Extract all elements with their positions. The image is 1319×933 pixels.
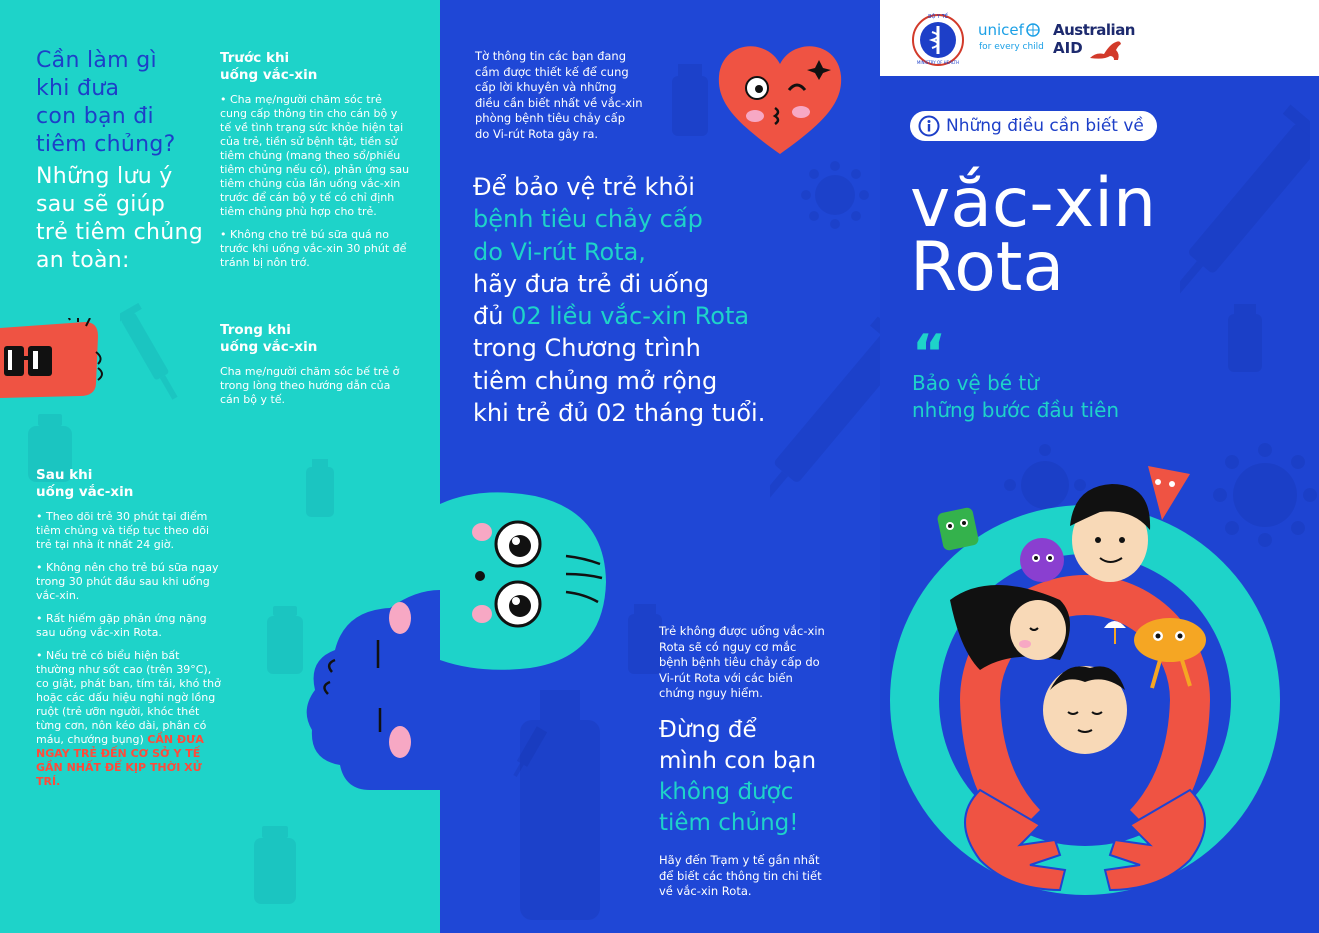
ministry-bottom-text: MINISTRY OF HEALTH <box>916 60 960 65</box>
cloud-mascot-icon <box>300 590 440 790</box>
heading-line: tiêm chủng? <box>36 132 176 157</box>
panel-cover <box>880 0 1319 933</box>
after-item: • Theo dõi trẻ 30 phút tại điểm tiêm chủng và tiếp tục theo dõi trẻ tại nhà ít nhất 24 giờ. <box>36 510 210 551</box>
unicef-tagline: for every child <box>979 42 1044 52</box>
heading-line: con bạn đi <box>36 104 154 129</box>
ministry-of-health-logo-icon <box>912 14 964 66</box>
quote-icon: “ <box>912 324 947 384</box>
intro-line: điều cần biết nhất về vắc-xin <box>475 95 643 110</box>
australian-aid-text: Australian <box>1053 21 1135 39</box>
australian-aid-text: AID <box>1053 39 1083 57</box>
risk-line: chứng nguy hiểm. <box>659 686 763 700</box>
before-title-line: uống vắc-xin <box>220 67 318 83</box>
panel-info <box>440 0 880 933</box>
heart-mascot-icon <box>715 42 845 157</box>
kangaroo-icon <box>1088 38 1124 62</box>
after-item-urgent: CẦN ĐƯA NGAY TRẺ ĐẾN CƠ SỞ Y TẾ GẦN NHẤT ĐỂ KỊP THỜI XỬ TRÍ. <box>36 733 204 788</box>
after-title-line: Sau khi <box>36 467 93 483</box>
before-title <box>220 50 317 84</box>
visit-line: Hãy đến Trạm y tế gần nhất <box>659 853 820 867</box>
intro-line: cấp lời khuyên và những <box>475 80 617 94</box>
main-line: trong Chương trình <box>473 334 701 363</box>
during-title-line: uống vắc-xin <box>220 339 318 355</box>
risk-line: Trẻ không được uống vắc-xin <box>659 624 825 638</box>
vial-icon <box>1220 300 1270 380</box>
info-icon <box>918 115 940 137</box>
visit-line: về vắc-xin Rota. <box>659 884 752 898</box>
warning-line: Đừng để <box>659 717 757 743</box>
after-title <box>36 467 133 501</box>
intro-line: phòng bệnh tiêu chảy cấp <box>475 111 625 125</box>
warning-line-highlight: tiêm chủng! <box>659 810 799 836</box>
after-list <box>36 510 221 798</box>
after-item: • Không nên cho trẻ bú sữa ngay trong 30 phút đầu sau khi uống vắc-xin. <box>36 561 219 602</box>
topic-badge-label: Những điều cần biết về <box>946 116 1144 136</box>
ministry-top-text: BỘ Y TẾ <box>928 14 948 20</box>
before-list <box>220 93 410 279</box>
heading-line: Cần làm gì <box>36 48 157 73</box>
after-item-text: • Nếu trẻ có biểu hiện bất thường như sốt cao (trên 39°C), co giật, phát ban, tím tái, khó thở hoặc các dấu hiệu nghi ngờ lồng ruột (trẻ ưỡn người, khóc thét từng cơn, nôn kéo dài, phân có máu, chướng bụng) <box>36 649 221 746</box>
heading-line: an toàn: <box>36 248 130 273</box>
quote-line: những bước đầu tiên <box>912 398 1120 422</box>
intro-text <box>475 49 685 142</box>
main-line <box>473 300 873 332</box>
risk-text <box>659 624 869 702</box>
unicef-globe-icon <box>1026 23 1040 37</box>
after-item: • Rất hiếm gặp phản ứng nặng sau uống vắc-xin Rota. <box>36 612 207 639</box>
main-line-part: đủ <box>473 302 512 331</box>
red-triangle-mascot-icon <box>1148 466 1190 520</box>
cyan-mascot-icon <box>440 492 610 672</box>
before-title-line: Trước khi <box>220 50 290 66</box>
visit-text <box>659 853 869 900</box>
main-line: tiêm chủng mở rộng <box>473 366 718 395</box>
warning-line-highlight: không được <box>659 779 794 805</box>
after-title-line: uống vắc-xin <box>36 484 134 500</box>
main-line: Để bảo vệ trẻ khỏi <box>473 173 695 201</box>
main-line-highlight: bệnh tiêu chảy cấp <box>473 205 703 234</box>
before-item: • Cha mẹ/người chăm sóc trẻ cung cấp thông tin cho cán bộ y tế về tình trạng sức khỏe hiện tại của trẻ, tiền sử bệnh tật, tiền sử tiêm chủng (mang theo sổ/phiếu tiêm chủng nếu có), phản ứng sau tiêm chủng của lần uống vắc-xin trước để cán bộ y tế có chỉ định tiêm chủng phù hợp cho trẻ. <box>220 93 410 218</box>
heading-line: khi đưa <box>36 76 120 101</box>
syringe-icon <box>500 720 560 780</box>
cover-title-line: Rota <box>910 228 1065 307</box>
unicef-logo-text: unicef <box>978 21 1024 39</box>
purple-mascot-icon <box>1020 538 1064 582</box>
heading-notes <box>36 163 216 275</box>
during-title <box>220 322 317 356</box>
risk-line: Vi-rút Rota với các biến <box>659 670 793 685</box>
warning-line: mình con bạn <box>659 748 817 774</box>
heading-question <box>36 47 216 159</box>
before-item: • Không cho trẻ bú sữa quá no trước khi uống vắc-xin 30 phút để tránh bị nôn trớ. <box>220 228 407 269</box>
intro-line: do Vi-rút Rota gây ra. <box>475 126 599 141</box>
heading-line: sau sẽ giúp <box>36 192 166 217</box>
panel-instructions <box>0 0 440 933</box>
main-line-highlight: 02 liều vắc-xin Rota <box>511 302 750 331</box>
risk-line: Rota sẽ có nguy cơ mắc <box>659 639 797 654</box>
visit-line: để biết các thông tin chi tiết <box>659 868 822 883</box>
syringe-icon <box>120 300 180 410</box>
quote-line: Bảo vệ bé từ <box>912 371 1039 395</box>
risk-line: bệnh bệnh tiêu chảy cấp do <box>659 655 820 669</box>
vial-icon <box>240 820 310 910</box>
after-item-warning <box>36 649 221 789</box>
vial-icon <box>300 455 340 525</box>
main-line-highlight: do Vi-rút Rota, <box>473 237 646 266</box>
green-mascot-icon <box>936 507 979 552</box>
family-illustration <box>890 460 1310 930</box>
warning-message <box>659 715 869 839</box>
heading-line: trẻ tiêm chủng <box>36 220 203 245</box>
topic-badge <box>910 111 1157 141</box>
heading-line: Những lưu ý <box>36 164 173 189</box>
intro-line: cầm được thiết kế để cung <box>475 64 629 79</box>
logo-bar <box>880 0 1319 76</box>
intro-line: Tờ thông tin các bạn đang <box>475 49 627 63</box>
sunglasses-mascot-icon <box>0 318 110 400</box>
cover-quote <box>912 370 1119 424</box>
main-line: khi trẻ đủ 02 tháng tuổi. <box>473 399 766 428</box>
cover-title-line: vắc-xin <box>910 164 1157 243</box>
during-item: Cha mẹ/người chăm sóc bế trẻ ở trong lòng theo hướng dẫn của cán bộ y tế. <box>220 365 400 406</box>
main-message <box>473 171 873 429</box>
main-line: hãy đưa trẻ đi uống <box>473 269 710 298</box>
during-title-line: Trong khi <box>220 322 291 338</box>
cover-title <box>910 164 1157 307</box>
during-text <box>220 365 408 416</box>
